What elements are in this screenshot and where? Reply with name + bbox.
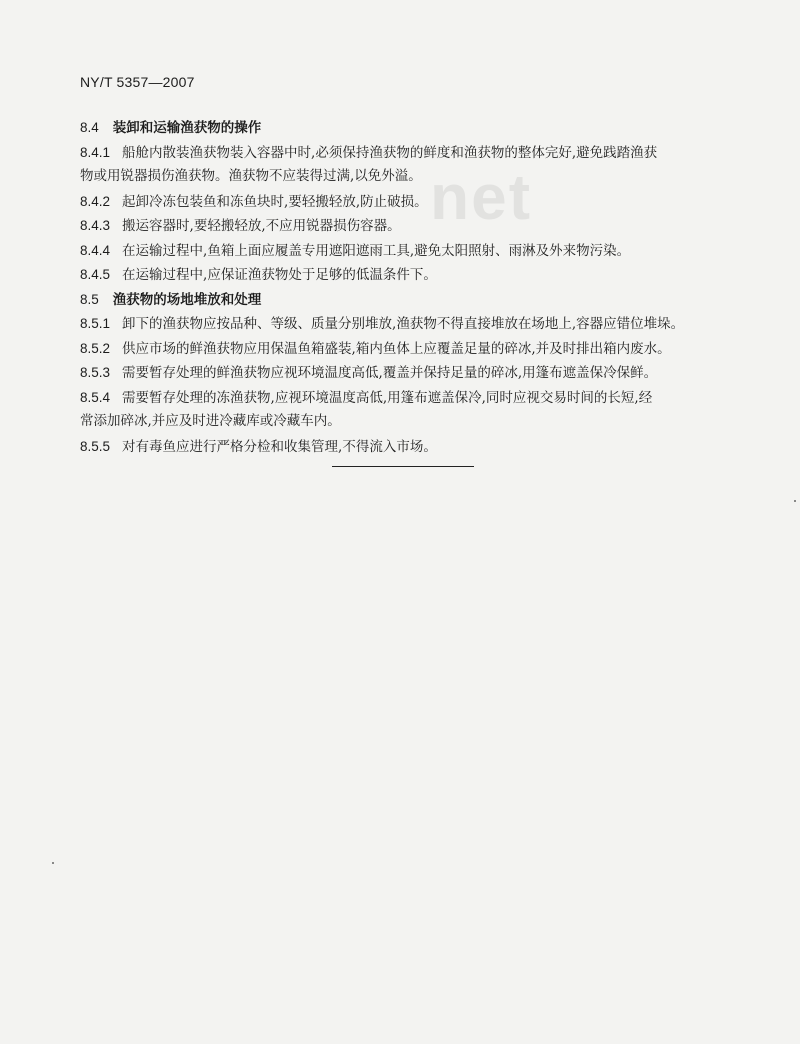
clause-text: 卸下的渔获物应按品种、等级、质量分别堆放,渔获物不得直接堆放在场地上,容器应错位堆垛。 bbox=[122, 316, 685, 332]
clause bbox=[80, 263, 730, 286]
section-title: 渔获物的场地堆放和处理 bbox=[112, 291, 262, 308]
clause-number: 8.4.5 bbox=[80, 267, 111, 282]
clause-text: 供应市场的鲜渔获物应用保温鱼箱盛装,箱内鱼体上应覆盖足量的碎冰,并及时排出箱内废水。 bbox=[122, 340, 671, 357]
clause-continuation bbox=[80, 410, 730, 433]
section-heading bbox=[80, 288, 730, 311]
clause bbox=[80, 435, 730, 458]
clause-number: 8.5.3 bbox=[80, 365, 111, 380]
clause-number: 8.5.1 bbox=[80, 316, 111, 331]
end-rule bbox=[332, 466, 474, 467]
clause-text: 对有毒鱼应进行严格分检和收集管理,不得流入市场。 bbox=[122, 438, 437, 455]
clause-text: 在运输过程中,鱼箱上面应履盖专用遮阳遮雨工具,避免太阳照射、雨淋及外来物污染。 bbox=[122, 242, 631, 259]
section-number: 8.4 bbox=[80, 120, 99, 135]
clause-text: 需要暂存处理的鲜渔获物应视环境温度高低,覆盖并保持足量的碎冰,用篷布遮盖保冷保鲜。 bbox=[122, 365, 658, 381]
clause bbox=[80, 361, 730, 384]
clause-number: 8.5.4 bbox=[80, 389, 111, 405]
clause-text: 物或用锐器损伤渔获物。渔获物不应装得过满,以免外溢。 bbox=[80, 168, 422, 184]
clause-text: 常添加碎冰,并应及时进冷藏库或冷藏车内。 bbox=[80, 413, 341, 429]
clause-text: 需要暂存处理的冻渔获物,应视环境温度高低,用篷布遮盖保冷,同时应视交易时间的长短,经 bbox=[122, 389, 653, 406]
watermark: net bbox=[430, 161, 532, 233]
clause-text: 船舱内散装渔获物装入容器中时,必须保持渔获物的鲜度和渔获物的整体完好,避免践踏渔获 bbox=[122, 144, 658, 161]
clause bbox=[80, 312, 730, 335]
scan-speck bbox=[52, 862, 54, 864]
clause-number: 8.4.1 bbox=[80, 144, 111, 160]
clause-text: 搬运容器时,要轻搬轻放,不应用锐器损伤容器。 bbox=[122, 218, 401, 234]
document-body bbox=[80, 116, 730, 459]
standard-code-header: NY/T 5357—2007 bbox=[80, 74, 195, 90]
clause-number: 8.4.2 bbox=[80, 193, 111, 209]
clause-number: 8.4.4 bbox=[80, 242, 111, 258]
section-number: 8.5 bbox=[80, 291, 99, 307]
clause bbox=[80, 214, 730, 237]
clause-text: 在运输过程中,应保证渔获物处于足够的低温条件下。 bbox=[122, 267, 437, 283]
clause bbox=[80, 386, 730, 409]
clause-continuation bbox=[80, 165, 730, 188]
clause bbox=[80, 337, 730, 360]
scan-speck bbox=[794, 500, 796, 502]
section-heading bbox=[80, 116, 730, 139]
clause bbox=[80, 190, 730, 213]
clause-number: 8.5.5 bbox=[80, 438, 111, 454]
clause-text: 起卸冷冻包装鱼和冻鱼块时,要轻搬轻放,防止破损。 bbox=[122, 193, 428, 210]
section-title: 装卸和运输渔获物的操作 bbox=[112, 120, 262, 136]
clause bbox=[80, 141, 730, 164]
clause-number: 8.4.3 bbox=[80, 218, 111, 233]
clause bbox=[80, 239, 730, 262]
clause-number: 8.5.2 bbox=[80, 340, 111, 356]
